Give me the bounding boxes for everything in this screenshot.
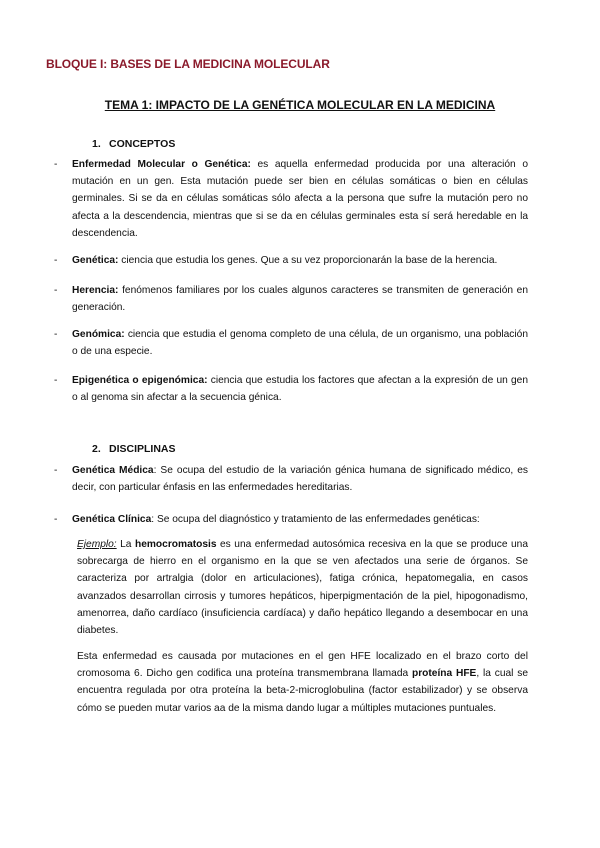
concept-text: ciencia que estudia el genoma completo de una célula, de un organismo, una población o de una especie. — [72, 329, 528, 358]
concept-term: Genética: — [72, 255, 119, 266]
discipline-term: Genética Clínica — [72, 514, 152, 525]
example-label: Ejemplo: — [77, 539, 117, 550]
concept-item-herencia — [54, 282, 528, 316]
concept-text: fenómenos familiares por los cuales algunos caracteres se transmiten de generación en generación. — [72, 285, 528, 314]
example-text: Esta enfermedad es causada por mutaciones en el gen HFE localizado en el brazo corto del cromosoma 6. Dicho gen codifica una proteína transmembrana llamada — [77, 651, 528, 680]
bullet-dash: - — [54, 329, 58, 340]
concept-item-genomica — [54, 326, 528, 360]
example-text: , la cual se encuentra regulada por otra proteína la beta-2-microglobulina (factor estabilizador) y se observa cómo se pueden mutar varios aa de la misma dando lugar a múltiples mutaciones puntuales. — [77, 668, 528, 714]
concept-term: Epigenética o epigenómica: — [72, 375, 208, 386]
section-number: 1. — [92, 138, 101, 150]
discipline-text: : Se ocupa del diagnóstico y tratamiento de las enfermedades genéticas: — [151, 514, 480, 525]
concept-item-epigenetica — [54, 372, 528, 406]
example-bold-term: proteína HFE — [411, 668, 477, 680]
discipline-term: Genética Médica — [72, 465, 154, 476]
bullet-dash: - — [54, 159, 58, 170]
section-title: DISCIPLINAS — [109, 443, 176, 455]
section-conceptos-heading — [92, 138, 175, 150]
concept-term: Enfermedad Molecular o Genética: — [72, 159, 251, 170]
example-paragraph-2 — [77, 648, 528, 717]
concept-term: Genómica: — [72, 329, 125, 340]
section-number: 2. — [92, 443, 101, 455]
example-bold-term: hemocromatosis — [134, 539, 217, 550]
discipline-item-medica — [54, 462, 528, 496]
concept-text: ciencia que estudia los factores que afectan a la expresión de un gen o al genoma sin afectar a la secuencia génica. — [72, 375, 528, 404]
discipline-item-clinica — [54, 511, 528, 528]
bullet-dash: - — [54, 255, 58, 266]
bullet-dash: - — [54, 465, 58, 476]
bullet-dash: - — [54, 514, 58, 525]
bullet-dash: - — [54, 375, 58, 386]
example-text: La — [116, 539, 135, 550]
section-title: CONCEPTOS — [109, 138, 176, 150]
tema-title: TEMA 1: IMPACTO DE LA GENÉTICA MOLECULAR EN LA MEDICINA — [104, 98, 496, 112]
concept-term: Herencia: — [72, 285, 119, 296]
block-title: BLOQUE I: BASES DE LA MEDICINA MOLECULAR — [46, 57, 330, 71]
bullet-dash: - — [54, 285, 58, 296]
example-text: es una enfermedad autosómica recesiva en la que se produce una sobrecarga de hierro en el organismo en la que se ven afectados una serie de órganos. Se caracteriza por artralgia (dolor en articulaciones), fatiga crónica, hepatomegalia, en casos avanzados desarrollan cirrosis y tumores hepáticos, hiperpigmentación de la piel, hipogonadismo, amenorrea, daño cardíaco (insuficiencia cardíaca) y daño hepático llegando a desembocar en una diabetes. — [77, 539, 529, 637]
concept-item-enfermedad — [54, 156, 528, 242]
discipline-text: : Se ocupa del estudio de la variación génica humana de significado médico, es decir, con particular énfasis en las enfermedades hereditarias. — [72, 465, 528, 494]
example-paragraph-1 — [77, 536, 528, 639]
concept-text: ciencia que estudia los genes. Que a su vez proporcionarán la base de la herencia. — [118, 255, 498, 266]
section-disciplinas-heading — [92, 443, 176, 455]
concept-item-genetica — [54, 252, 528, 269]
concept-text: es aquella enfermedad producida por una alteración o mutación en un gen. Esta mutación puede ser bien en células somáticas o bien en células germinales. Si se da en células somáticas sólo afecta a la persona que sufre la mutación pero no afecta a la descendencia, mientras que si se da en células germinales esta sí será heredable en la descendencia. — [72, 159, 528, 239]
